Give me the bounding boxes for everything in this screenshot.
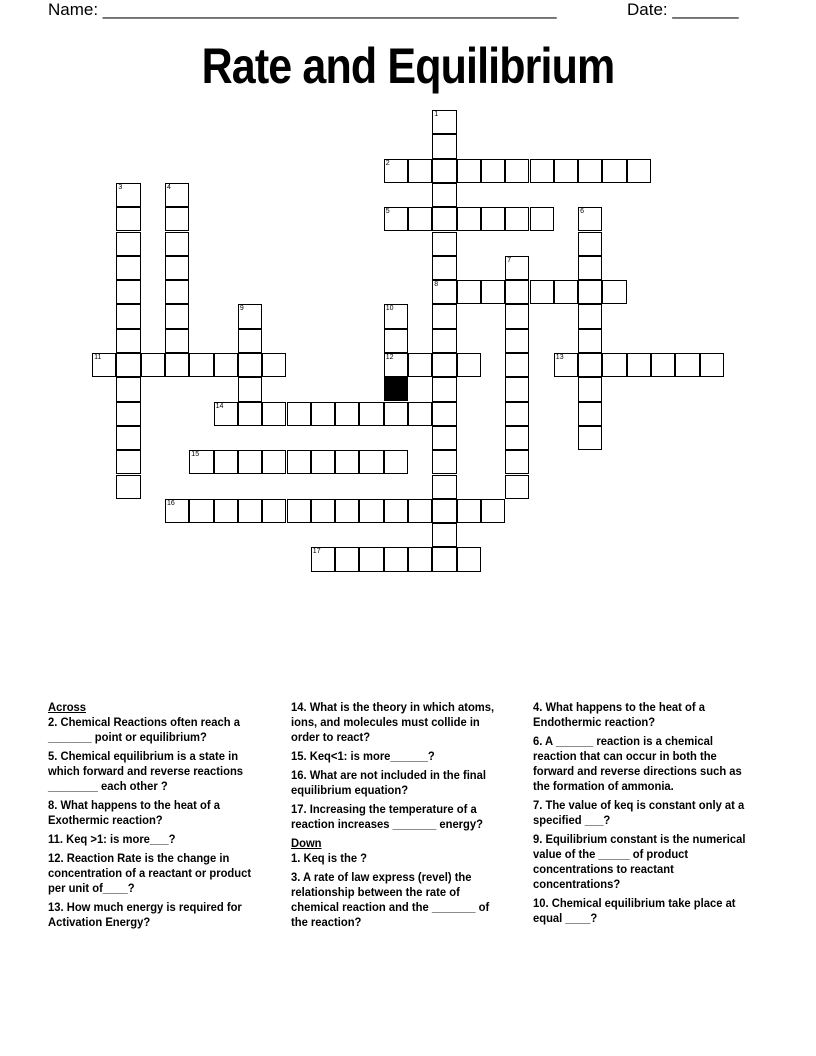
crossword-cell[interactable]: [408, 159, 432, 183]
clue-across-2: 2. Chemical Reactions often reach a _______ point or equilibrium?: [48, 715, 240, 744]
crossword-cell[interactable]: [554, 353, 578, 377]
crossword-cell[interactable]: [311, 547, 335, 571]
crossword-cell[interactable]: [359, 547, 383, 571]
crossword-cell[interactable]: [408, 499, 432, 523]
crossword-cell[interactable]: [116, 353, 140, 377]
crossword-cell[interactable]: [359, 402, 383, 426]
crossword-cell[interactable]: [530, 207, 554, 231]
clue-number: 8: [434, 281, 439, 289]
crossword-cell[interactable]: [384, 207, 408, 231]
crossword-cell[interactable]: [311, 499, 335, 523]
clue-number: 15: [191, 451, 200, 459]
clue-down-10: 10. Chemical equilibrium take place at equal ____?: [533, 896, 736, 925]
crossword-cell[interactable]: [432, 232, 456, 256]
crossword-cell[interactable]: [554, 280, 578, 304]
crossword-cell[interactable]: [165, 280, 189, 304]
clue-across-17: 17. Increasing the temperature of a reaction increases _______ energy?: [291, 802, 483, 831]
crossword-cell[interactable]: [238, 304, 262, 328]
crossword-cell[interactable]: [214, 450, 238, 474]
clue-across-15: 15. Keq<1: is more______?: [291, 749, 435, 763]
clue-down-7: 7. The value of keq is constant only at a specified ___?: [533, 798, 745, 827]
crossword-cell[interactable]: [116, 280, 140, 304]
crossword-cell[interactable]: [578, 402, 602, 426]
crossword-cell[interactable]: [238, 450, 262, 474]
crossword-cell[interactable]: [505, 256, 529, 280]
crossword-cell[interactable]: [165, 183, 189, 207]
crossword-cell[interactable]: [481, 207, 505, 231]
page-title: Rate and Equilibrium: [201, 38, 615, 94]
clue-column-3: [533, 700, 749, 930]
crossword-cell[interactable]: [481, 159, 505, 183]
crossword-cell[interactable]: [287, 499, 311, 523]
crossword-cell[interactable]: [432, 402, 456, 426]
crossword-cell[interactable]: [189, 450, 213, 474]
clue-number: 11: [94, 354, 102, 361]
crossword-cell[interactable]: [432, 280, 456, 304]
crossword-cell[interactable]: [262, 499, 286, 523]
crossword-cell[interactable]: [505, 377, 529, 401]
clue-number: 6: [580, 208, 584, 216]
clue-down-4: 4. What happens to the heat of a Endothermic reaction?: [533, 700, 705, 729]
crossword-cell[interactable]: [262, 353, 286, 377]
crossword-cell[interactable]: [457, 207, 481, 231]
down-heading: Down: [291, 836, 322, 850]
clue-across-11: 11. Keq >1: is more___?: [48, 832, 176, 846]
crossword-cell[interactable]: [116, 232, 140, 256]
clue-number: 7: [507, 256, 512, 264]
crossword-cell[interactable]: [505, 329, 529, 353]
crossword-cell[interactable]: [457, 499, 481, 523]
crossword-cell[interactable]: [165, 256, 189, 280]
clue-across-12: 12. Reaction Rate is the change in concentration of a reactant or product per unit of____?: [48, 851, 252, 895]
crossword-cell[interactable]: [627, 353, 651, 377]
crossword-cell[interactable]: [530, 159, 554, 183]
crossword-cell[interactable]: [116, 377, 140, 401]
crossword-cell[interactable]: [165, 353, 189, 377]
crossword-cell[interactable]: [384, 304, 408, 328]
crossword-cell[interactable]: [432, 256, 456, 280]
clue-across-5: 5. Chemical equilibrium is a state in which forward and reverse reactions ________ each other ?: [48, 749, 244, 793]
crossword-cell[interactable]: [335, 547, 359, 571]
crossword-cell[interactable]: [432, 426, 456, 450]
crossword-cell[interactable]: [238, 377, 262, 401]
crossword-cell[interactable]: [116, 475, 140, 499]
crossword-cell[interactable]: [432, 304, 456, 328]
crossword-cell[interactable]: [359, 499, 383, 523]
crossword-cell[interactable]: [675, 353, 699, 377]
crossword-cell[interactable]: [505, 353, 529, 377]
crossword-cell[interactable]: [116, 183, 140, 207]
crossword-cell[interactable]: [457, 547, 481, 571]
clue-down-1: 1. Keq is the ?: [291, 851, 368, 865]
crossword-cell[interactable]: [505, 402, 529, 426]
crossword-cell[interactable]: [578, 232, 602, 256]
crossword-cell[interactable]: [432, 377, 456, 401]
crossword-cell[interactable]: [700, 353, 724, 377]
clue-number: 16: [167, 499, 175, 507]
crossword-cell[interactable]: [432, 134, 456, 158]
clue-across-16: 16. What are not included in the final equilibrium equation?: [291, 768, 487, 797]
crossword-cell[interactable]: [432, 159, 456, 183]
clue-number: 9: [239, 305, 244, 313]
crossword-cell[interactable]: [578, 280, 602, 304]
crossword-cell[interactable]: [116, 402, 140, 426]
crossword-cell[interactable]: [165, 232, 189, 256]
clue-down-3: 3. A rate of law express (revel) the relationship between the rate of chemical reaction and the _______ of the reaction?: [291, 870, 490, 929]
crossword-cell[interactable]: [165, 304, 189, 328]
crossword-cell[interactable]: [189, 353, 213, 377]
crossword-cell[interactable]: [578, 353, 602, 377]
clue-number: 10: [385, 305, 394, 313]
crossword-cell[interactable]: [311, 402, 335, 426]
crossword-cell[interactable]: [116, 450, 140, 474]
crossword-cell[interactable]: [384, 353, 408, 377]
crossword-cell[interactable]: [214, 353, 238, 377]
crossword-cell[interactable]: [238, 402, 262, 426]
crossword-cell[interactable]: [457, 280, 481, 304]
crossword-cell[interactable]: [359, 450, 383, 474]
clue-across-8: 8. What happens to the heat of a Exothermic reaction?: [48, 798, 220, 827]
clue-number: 17: [312, 548, 321, 556]
crossword-cell[interactable]: [141, 353, 165, 377]
crossword-cell[interactable]: [505, 426, 529, 450]
crossword-cell[interactable]: [602, 280, 626, 304]
crossword-cell[interactable]: [384, 159, 408, 183]
crossword-cell[interactable]: [165, 499, 189, 523]
crossword-cell[interactable]: [432, 353, 456, 377]
crossword-cell[interactable]: [457, 353, 481, 377]
clue-number: 12: [385, 354, 394, 361]
clue-down-6: 6. A ______ reaction is a chemical reaction that can occur in both the forward and reverse directions such as the formation of ammonia.: [533, 734, 742, 793]
crossword-cell[interactable]: [432, 499, 456, 523]
crossword-cell[interactable]: [238, 353, 262, 377]
crossword-cell[interactable]: [602, 353, 626, 377]
clue-across-13: 13. How much energy is required for Activation Energy?: [48, 900, 242, 929]
clue-number: 2: [385, 159, 390, 167]
clue-number: 1: [434, 111, 439, 118]
crossword-cell[interactable]: [457, 159, 481, 183]
crossword-cell[interactable]: [505, 280, 529, 304]
crossword-cell[interactable]: [432, 475, 456, 499]
crossword-cell[interactable]: [578, 329, 602, 353]
date-field-label: Date: _______: [627, 0, 739, 19]
crossword-cell[interactable]: [262, 402, 286, 426]
crossword-cell[interactable]: [408, 207, 432, 231]
crossword-cell[interactable]: [335, 450, 359, 474]
crossword-cell[interactable]: [214, 499, 238, 523]
crossword-cell[interactable]: [505, 475, 529, 499]
crossword-cell[interactable]: [432, 329, 456, 353]
crossword-cell[interactable]: [214, 402, 238, 426]
clue-across-14: 14. What is the theory in which atoms, ions, and molecules must collide in order to react?: [291, 700, 495, 744]
crossword-cell[interactable]: [92, 353, 116, 377]
crossword-cell[interactable]: [408, 353, 432, 377]
crossword-cell[interactable]: [384, 402, 408, 426]
clue-column-2: [291, 700, 507, 934]
crossword-cell[interactable]: [432, 110, 456, 134]
crossword-cell[interactable]: [505, 207, 529, 231]
crossword-cell[interactable]: [287, 402, 311, 426]
name-field-label: Name: ________________________________________________: [48, 0, 557, 19]
crossword-cell[interactable]: [408, 547, 432, 571]
crossword-cell[interactable]: [238, 329, 262, 353]
across-heading: Across: [48, 700, 87, 714]
crossword-cell[interactable]: [384, 450, 408, 474]
crossword-cell[interactable]: [578, 304, 602, 328]
crossword-cell[interactable]: [116, 304, 140, 328]
crossword-cell[interactable]: [116, 329, 140, 353]
clue-number: 3: [118, 183, 123, 191]
blocked-cell: [384, 377, 408, 401]
crossword-cell[interactable]: [238, 499, 262, 523]
crossword-cell[interactable]: [432, 450, 456, 474]
clue-number: 13: [555, 354, 564, 361]
crossword-cell[interactable]: [384, 499, 408, 523]
crossword-cell[interactable]: [335, 499, 359, 523]
crossword-cell[interactable]: [189, 499, 213, 523]
clue-number: 4: [167, 183, 171, 191]
crossword-cell[interactable]: [505, 304, 529, 328]
crossword-cell[interactable]: [384, 547, 408, 571]
crossword-cell[interactable]: [481, 499, 505, 523]
crossword-cell[interactable]: [578, 377, 602, 401]
crossword-cell[interactable]: [530, 280, 554, 304]
clue-number: 5: [385, 208, 390, 216]
crossword-cell[interactable]: [116, 207, 140, 231]
crossword-cell[interactable]: [651, 353, 675, 377]
crossword-cell[interactable]: [578, 159, 602, 183]
crossword-cell[interactable]: [627, 159, 651, 183]
crossword-cell[interactable]: [505, 159, 529, 183]
clue-down-9: 9. Equilibrium constant is the numerical value of the _____ of product concentrations to reactant concentrations?: [533, 832, 746, 891]
crossword-cell[interactable]: [578, 426, 602, 450]
crossword-cell[interactable]: [578, 256, 602, 280]
crossword-cell[interactable]: [602, 159, 626, 183]
crossword-cell[interactable]: [481, 280, 505, 304]
crossword-cell[interactable]: [432, 523, 456, 547]
crossword-cell[interactable]: [432, 547, 456, 571]
crossword-cell[interactable]: [262, 450, 286, 474]
crossword-cell[interactable]: [116, 426, 140, 450]
crossword-cell[interactable]: [311, 450, 335, 474]
crossword-cell[interactable]: [408, 402, 432, 426]
crossword-cell[interactable]: [335, 402, 359, 426]
crossword-cell[interactable]: [287, 450, 311, 474]
crossword-cell[interactable]: [384, 329, 408, 353]
crossword-cell[interactable]: [554, 159, 578, 183]
clue-column-1: [48, 700, 264, 934]
clue-number: 14: [215, 402, 224, 410]
crossword-cell[interactable]: [116, 256, 140, 280]
crossword-cell[interactable]: [432, 207, 456, 231]
crossword-cell[interactable]: [505, 450, 529, 474]
crossword-cell[interactable]: [432, 183, 456, 207]
crossword-cell[interactable]: [578, 207, 602, 231]
crossword-cell[interactable]: [165, 329, 189, 353]
crossword-cell[interactable]: [165, 207, 189, 231]
